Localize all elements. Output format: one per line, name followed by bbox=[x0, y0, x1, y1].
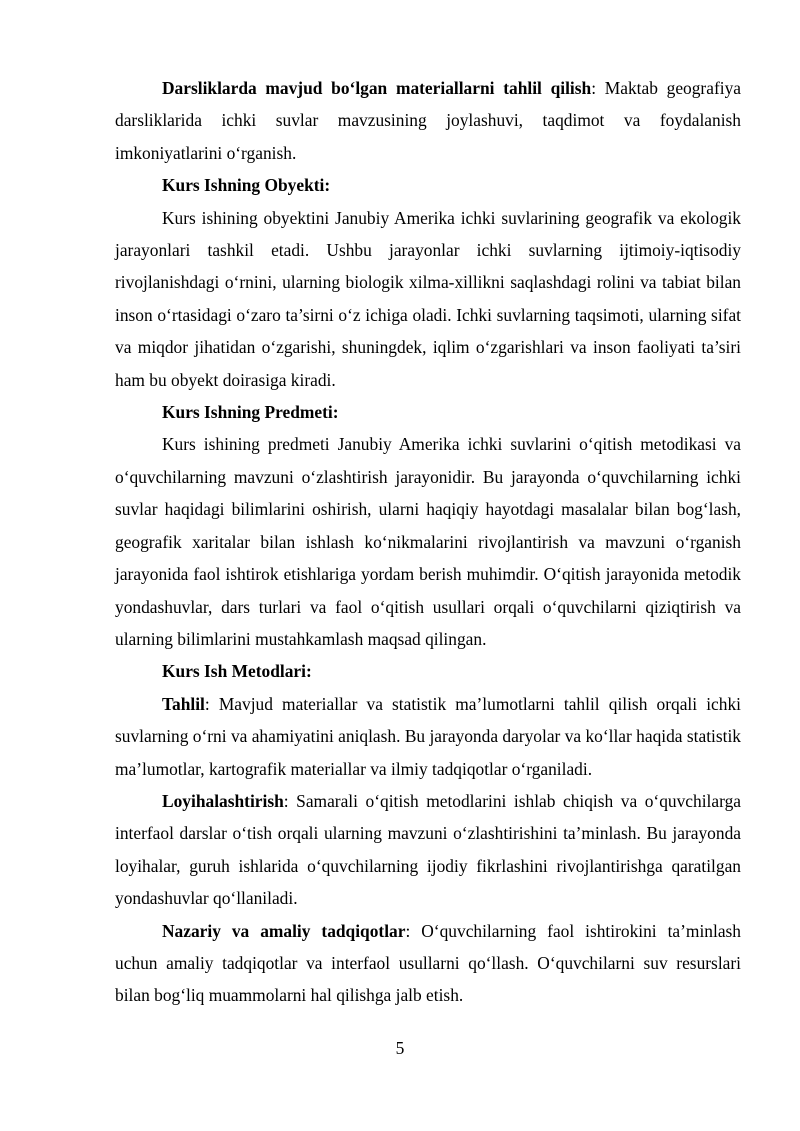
heading-subject: Kurs Ishning Predmeti: bbox=[162, 402, 339, 423]
term-design: Loyihalashtirish bbox=[162, 790, 284, 811]
term-analysis: Tahlil bbox=[162, 693, 205, 714]
paragraph-materials-analysis bbox=[115, 72, 741, 169]
text-research: : O‘quvchilarning faol ishtirokini ta’minlash uchun amaliy tadqiqotlar va interfaol usullarni qo‘llash. O‘quvchilarni suv resurslari bilan bog‘liq muammolarni hal qilishga jalb etish. bbox=[115, 920, 741, 1006]
text-analysis: : Mavjud materiallar va statistik ma’lumotlarni tahlil qilish orqali ichki suvlarning o‘rni va ahamiyatini aniqlash. Bu jarayonda daryolar va ko‘llar haqida statistik ma’lumotlar, kartografik materiallar va ilmiy tadqiqotlar o‘rganiladi. bbox=[115, 693, 741, 779]
paragraph-analysis-method bbox=[115, 688, 741, 785]
paragraph-subject: Kurs ishining predmeti Janubiy Amerika ichki suvlarini o‘qitish metodikasi va o‘quvchilarning mavzuni o‘zlashtirish jarayonidir. Bu jarayonda o‘quvchilarning ichki suvlar haqidagi bilimlarini oshirish, ularni haqiqiy hayotdagi masalalar bilan bog‘lash, geografik xaritalar bilan ishlash ko‘nikmalarini rivojlantirish va mavzuni o‘rganish jarayonida faol ishtirok etishlariga yordam berish muhimdir. O‘qitish jarayonida metodik yondashuvlar, dars turlari va faol o‘qitish usullari orqali o‘quvchilarni qiziqtirish va ularning bilimlarini mustahkamlash maqsad qilingan. bbox=[115, 434, 741, 649]
term-research: Nazariy va amaliy tadqiqotlar bbox=[162, 920, 406, 941]
text-materials-analysis: : Maktab geografiya darsliklarida ichki suvlar mavzusining joylashuvi, taqdimot va foydalanish imkoniyatlarini o‘rganish. bbox=[115, 78, 741, 163]
paragraph-research-method bbox=[115, 915, 741, 1012]
paragraph-design-method bbox=[115, 785, 741, 915]
heading-methods: Kurs Ish Metodlari: bbox=[162, 661, 312, 682]
paragraph-object: Kurs ishining obyektini Janubiy Amerika ichki suvlarining geografik va ekologik jarayonlari tashkil etadi. Ushbu jarayonlar ichki suvlarning ijtimoiy-iqtisodiy rivojlanishdagi o‘rnini, ularning biologik xilma-xillikni saqlashdagi rolini va tabiat bilan inson o‘rtasidagi o‘zaro ta’sirni o‘z ichiga oladi. Ichki suvlarning taqsimoti, ularning sifat va miqdor jihatidan o‘zgarishi, shuningdek, iqlim o‘zgarishlari va inson faoliyati ta’siri ham bu obyekt doirasiga kiradi. bbox=[115, 207, 741, 390]
heading-object: Kurs Ishning Obyekti: bbox=[162, 175, 331, 196]
document-page bbox=[115, 72, 741, 1012]
text-design: : Samarali o‘qitish metodlarini ishlab chiqish va o‘quvchilarga interfaol darslar o‘tish orqali ularning mavzuni o‘zlashtirishini ta’minlash. Bu jarayonda loyihalar, guruh ishlarida o‘quvchilarning ijodiy fikrlashini rivojlantirishga qaratilgan yondashuvlar qo‘llaniladi. bbox=[115, 790, 741, 909]
page-number: 5 bbox=[395, 1038, 405, 1058]
term-materials-analysis: Darsliklarda mavjud bo‘lgan materiallarni tahlil qilish bbox=[162, 78, 592, 98]
